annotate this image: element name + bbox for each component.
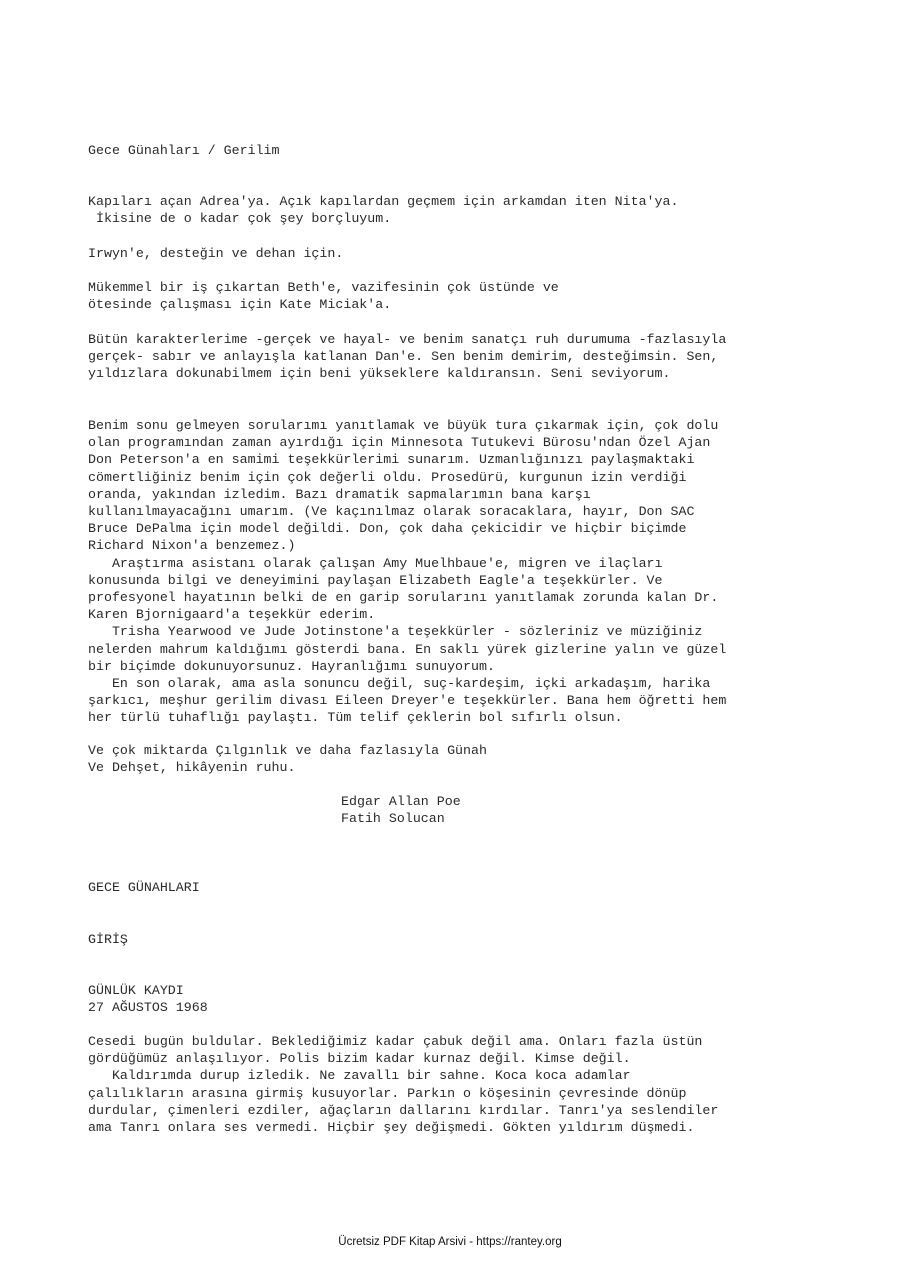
- epigraph-translator: Fatih Solucan: [341, 811, 445, 826]
- dedication-irwyn: Irwyn'e, desteğin ve dehan için.: [88, 246, 344, 261]
- dedication-beth-kate: Mükemmel bir iş çıkartan Beth'e, vazifesinin çok üstünde ve ötesinde çalışması için Kate Miciak'a.: [88, 280, 559, 313]
- epigraph-author: Edgar Allan Poe: [341, 794, 461, 809]
- diary-title: GÜNLÜK KAYDI: [88, 983, 184, 998]
- book-title-line: Gece Günahları / Gerilim: [88, 143, 280, 158]
- section-heading: GİRİŞ: [88, 932, 128, 947]
- book-heading: GECE GÜNAHLARI: [88, 880, 200, 895]
- epigraph-quote: Ve çok miktarda Çılgınlık ve daha fazlasıyla Günah Ve Dehşet, hikâyenin ruhu.: [88, 743, 487, 776]
- diary-body: Cesedi bugün buldular. Beklediğimiz kadar çabuk değil ama. Onları fazla üstün gördüğümüz anlaşılıyor. Polis bizim kadar kurnaz değil. Kimse değil. Kaldırımda durup izledik. Ne zavallı bir sahne. Koca koca adamlar çalılıkların arasına girmiş kusuyorlar. Parkın o köşesinin çevresinde dönüp durdular, çimenleri ezdiler, ağaçların dallarını kırdılar. Tanrı'ya seslendiler ama Tanrı onlara ses vermedi. Hiçbir şey değişmedi. Gökten yıldırım düşmedi.: [88, 1034, 719, 1136]
- dedication-dan: Bütün karakterlerime -gerçek ve hayal- ve benim sanatçı ruh durumuma -fazlasıyla gerçek- sabır ve anlayışla katlanan Dan'e. Sen benim demirim, desteğimsin. Sen, yıldızlara dokunabilmem için beni yükseklere kaldıransın. Seni seviyorum.: [88, 332, 727, 382]
- footer-source-note: Ücretsiz PDF Kitap Arsivi - https://rantey.org: [338, 1236, 562, 1248]
- dedication-adrea-nita: Kapıları açan Adrea'ya. Açık kapılardan geçmem için arkamdan iten Nita'ya. İkisine de o kadar çok şey borçluyum.: [88, 194, 679, 227]
- acknowledgements-paragraph: Benim sonu gelmeyen sorularımı yanıtlamak ve büyük tura çıkarmak için, çok dolu olan programından zaman ayırdığı için Minnesota Tutukevi Bürosu'ndan Özel Ajan Don Peterson'a en samimi teşekkürlerimi sunarım. Uzmanlığınızı paylaşmaktaki cömertliğiniz benim için çok değerli oldu. Prosedürü, kurgunun izin verdiği oranda, yakından izledim. Bazı dramatik sapmalarımın bana karşı kullanılmayacağını umarım. (Ve kaçınılmaz olarak soracaklara, hayır, Don SAC Bruce DePalma için model değildi. Don, çok daha çekicidir ve hiçbir biçimde Richard Nixon'a benzemez.) Araştırma asistanı olarak çalışan Amy Muelhbaue'e, migren ve ilaçları konusunda bilgi ve deneyimini paylaşan Elizabeth Eagle'a teşekkürler. Ve profesyonel hayatının belki de en garip sorularını yanıtlamak zorunda kalan Dr. Karen Bjornigaard'a teşekkür ederim. Trisha Yearwood ve Jude Jotinstone'a teşekkürler - sözleriniz ve müziğiniz nelerden mahrum kaldığımı gösterdi bana. En saklı yürek gizlerine yalın ve güzel bir biçimde dokunuyorsunuz. Hayranlığımı sunuyorum. En son olarak, ama asla sonuncu değil, suç-kardeşim, içki arkadaşım, harika şarkıcı, meşhur gerilim divası Eileen Dreyer'e teşekkürler. Bana hem öğretti hem her türlü tuhaflığı paylaştı. Tüm telif çeklerin bol sıfırlı olsun.: [88, 418, 727, 726]
- diary-date: 27 AĞUSTOS 1968: [88, 1000, 208, 1015]
